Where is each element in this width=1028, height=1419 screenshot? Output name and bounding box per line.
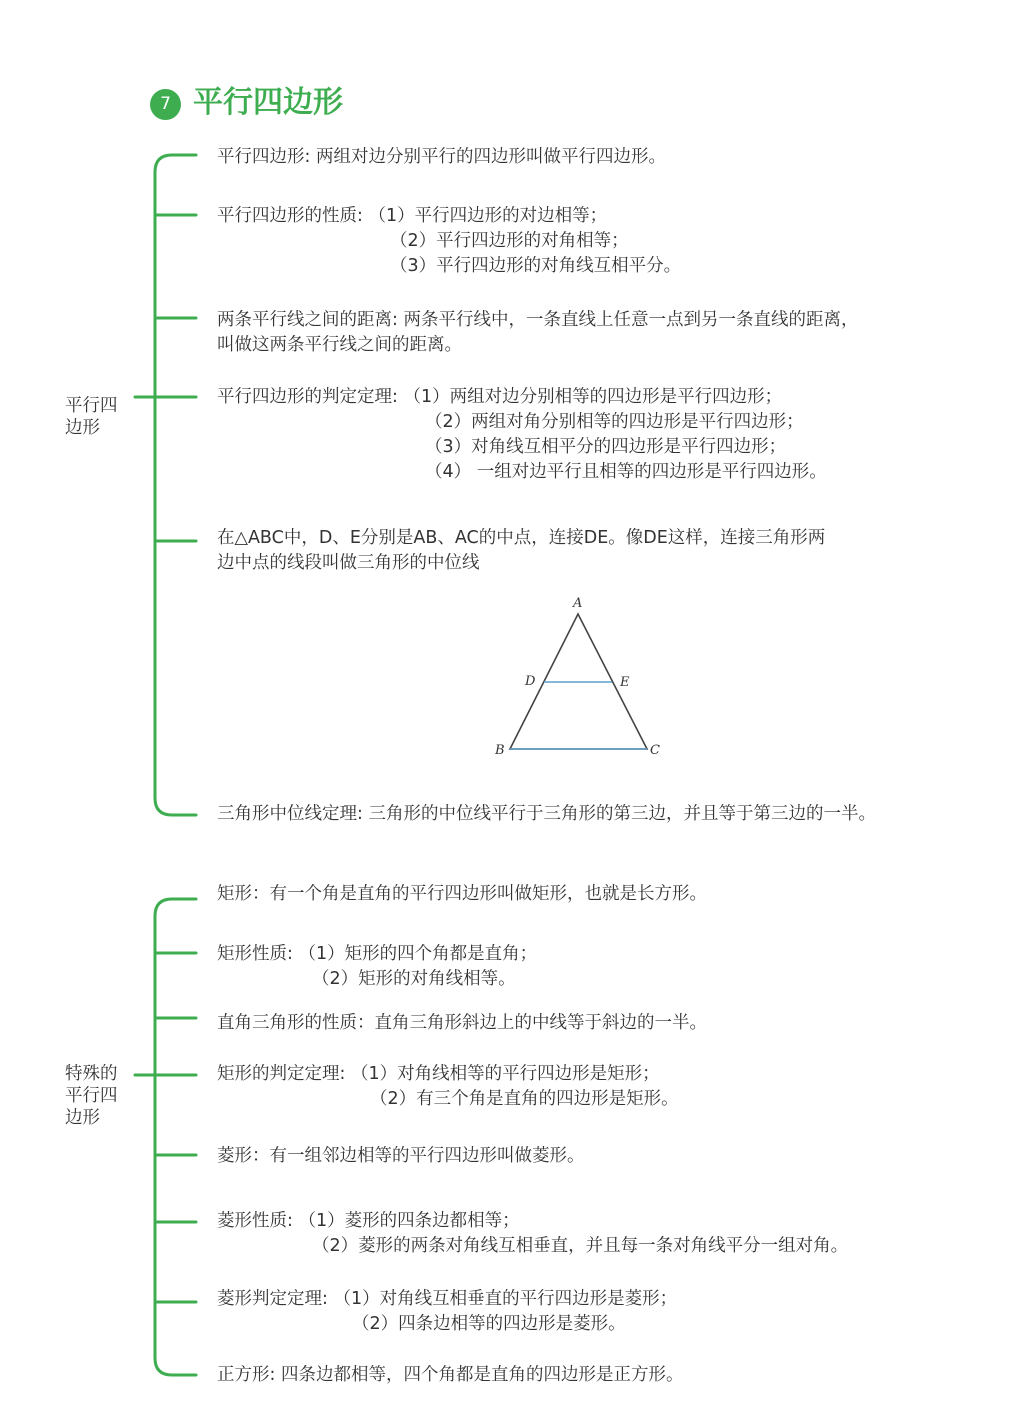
criteria-line: 平行四边形的判定定理: （1）两组对边分别相等的四边形是平行四边形；	[217, 387, 783, 407]
vertex-label-a: A	[573, 596, 583, 611]
text-line: 边中点的线段叫做三角形的中位线	[217, 553, 480, 573]
text-line: 两条平行线之间的距离: 两条平行线中，一条直线上任意一点到另一条直线的距离，	[217, 310, 859, 330]
criteria-rhombus	[217, 1287, 677, 1337]
criteria-line: （4） 一组对边平行且相等的四边形是平行四边形。	[425, 462, 827, 482]
category-line: 边形	[65, 1108, 100, 1128]
category-label-special-parallelogram	[65, 1063, 118, 1129]
criteria-line: 矩形的判定定理: （1）对角线相等的平行四边形是矩形；	[217, 1064, 660, 1084]
criteria-line: （3）对角线互相平分的四边形是平行四边形；	[425, 437, 787, 457]
triangle-midline-diagram	[480, 590, 680, 765]
parallel-distance-definition	[217, 308, 858, 358]
vertex-label-c: C	[650, 743, 660, 758]
property-line: （2）菱形的两条对角线互相垂直，并且每一条对角线平分一组对角。	[312, 1236, 849, 1256]
criteria-parallelogram	[217, 385, 827, 485]
section-number-badge: 7	[150, 89, 181, 120]
property-line: 菱形性质: （1）菱形的四条边都相等；	[217, 1211, 520, 1231]
criteria-line: （2）四条边相等的四边形是菱形。	[352, 1314, 626, 1334]
category-label-parallelogram	[65, 395, 118, 439]
category-line: 边形	[65, 418, 100, 438]
property-line: （2）矩形的对角线相等。	[312, 969, 516, 989]
criteria-line: （2）有三个角是直角的四边形是矩形。	[370, 1089, 679, 1109]
criteria-rectangle	[217, 1062, 679, 1112]
definition-rhombus: 菱形：有一组邻边相等的平行四边形叫做菱形。	[217, 1146, 585, 1166]
vertex-label-b: B	[495, 743, 505, 758]
right-triangle-property: 直角三角形的性质：直角三角形斜边上的中线等于斜边的一半。	[217, 1013, 707, 1033]
vertex-label-e: E	[620, 675, 630, 690]
property-line: 平行四边形的性质: （1）平行四边形的对边相等；	[217, 206, 608, 226]
midline-definition	[217, 526, 825, 576]
text-line: 在△ABC中，D、E分别是AB、AC的中点，连接DE。像DE这样，连接三角形两	[217, 528, 826, 548]
property-line: （3）平行四边形的对角线互相平分。	[390, 256, 682, 276]
criteria-line: 菱形判定定理: （1）对角线互相垂直的平行四边形是菱形；	[217, 1289, 678, 1309]
category-line: 平行四	[65, 1086, 118, 1106]
midline-theorem: 三角形中位线定理: 三角形的中位线平行于三角形的第三边，并且等于第三边的一半。	[217, 804, 876, 824]
vertex-label-d: D	[525, 674, 536, 689]
criteria-line: （2）两组对角分别相等的四边形是平行四边形；	[425, 412, 804, 432]
definition-rectangle: 矩形：有一个角是直角的平行四边形叫做矩形，也就是长方形。	[217, 884, 707, 904]
bracket-2	[155, 899, 196, 1375]
definition-square: 正方形: 四条边都相等，四个角都是直角的四边形是正方形。	[217, 1365, 684, 1385]
text-line: 叫做这两条平行线之间的距离。	[217, 335, 462, 355]
page-title: 平行四边形	[193, 85, 343, 120]
property-line: （2）平行四边形的对角相等；	[390, 231, 629, 251]
properties-rhombus	[217, 1209, 848, 1259]
bracket-1	[155, 155, 196, 815]
category-line: 平行四	[65, 396, 118, 416]
property-line: 矩形性质: （1）矩形的四个角都是直角；	[217, 944, 538, 964]
category-line: 特殊的	[65, 1064, 118, 1084]
properties-parallelogram	[217, 204, 681, 279]
properties-rectangle	[217, 942, 537, 992]
definition-parallelogram: 平行四边形: 两组对边分别平行的四边形叫做平行四边形。	[217, 147, 666, 167]
